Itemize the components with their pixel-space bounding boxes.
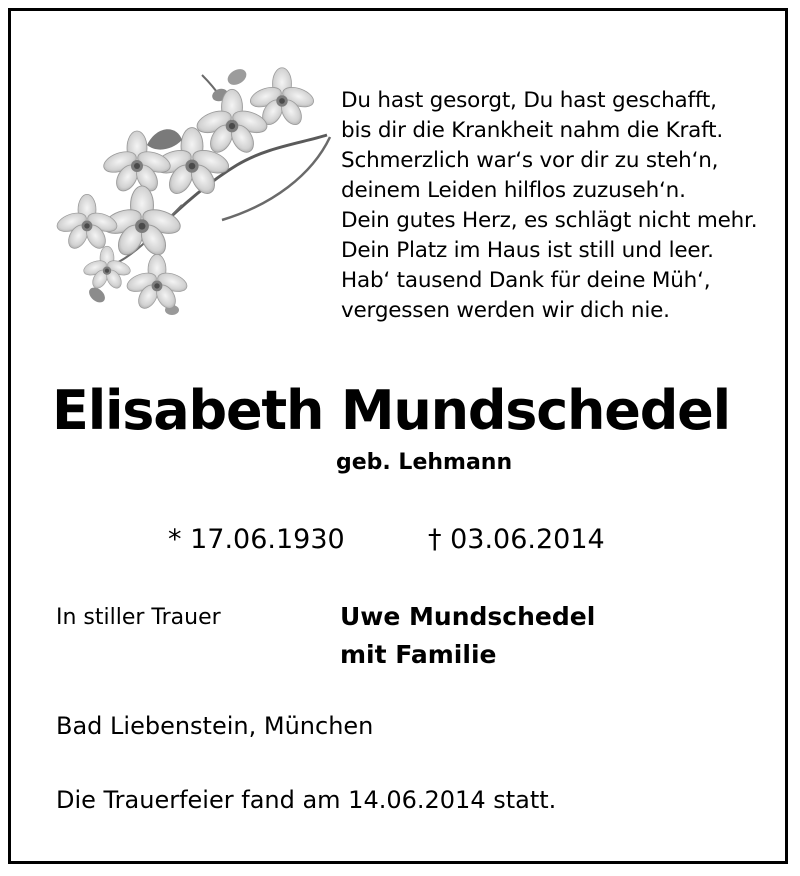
places: Bad Liebenstein, München	[56, 712, 374, 740]
birth-name: geb. Lehmann	[336, 450, 513, 475]
birth-date: * 17.06.1930	[168, 524, 345, 555]
poem	[341, 86, 771, 326]
poem-line: vergessen werden wir dich nie.	[341, 298, 670, 323]
mourning-label: In stiller Trauer	[56, 605, 221, 630]
poem-line: Dein gutes Herz, es schlägt nicht mehr.	[341, 208, 758, 233]
poem-line: deinem Leiden hilflos zuzuseh‘n.	[341, 178, 686, 203]
poem-line: Du hast gesorgt, Du hast geschafft,	[341, 88, 717, 113]
poem-line: bis dir die Krankheit nahm die Kraft.	[341, 118, 723, 143]
mourner-suffix: mit Familie	[340, 640, 497, 669]
mourners	[340, 598, 595, 674]
poem-line: Schmerzlich war‘s vor dir zu steh‘n,	[341, 148, 719, 173]
orchid-branch-icon	[52, 55, 342, 330]
deceased-name: Elisabeth Mundschedel	[52, 379, 730, 442]
mourner-name: Uwe Mundschedel	[340, 602, 596, 631]
death-date: † 03.06.2014	[428, 524, 605, 555]
poem-line: Hab‘ tausend Dank für deine Müh‘,	[341, 268, 711, 293]
poem-line: Dein Platz im Haus ist still und leer.	[341, 238, 714, 263]
funeral-service-note: Die Trauerfeier fand am 14.06.2014 statt.	[56, 786, 557, 814]
